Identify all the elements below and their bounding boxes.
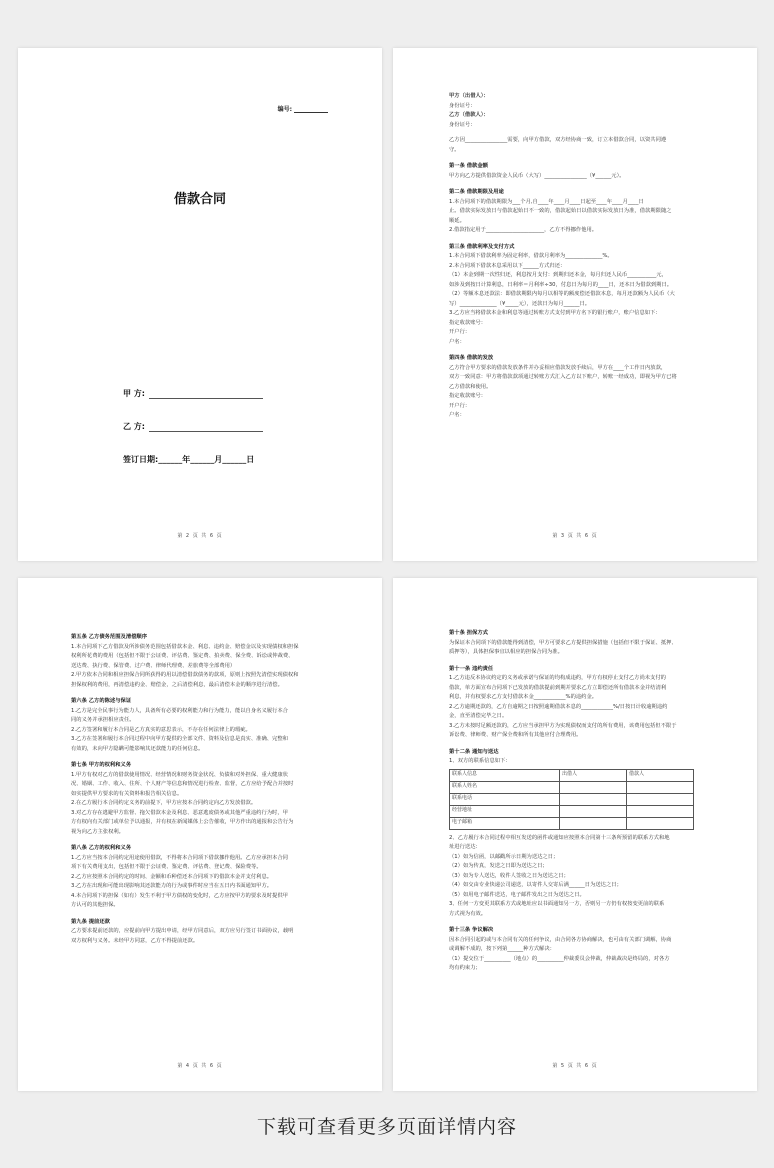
body-line: 2.乙方逾期还款的，乙方自逾期之日按照逾期借款本息的____________%/日按日计收逾期违约 xyxy=(449,703,668,710)
body-line: 权利所花费的费用（包括但不限于公证费、评估费、鉴定费、拍卖费、保全费、诉讼或仲裁费、 xyxy=(71,653,294,659)
body-line: 乙方要求提前还款的，应提前向甲方提出申请，经甲方同意后，双方应另行签订书面协议，载明 xyxy=(71,928,294,934)
body-line: 2.在乙方履行本合同约定义务的前提下，甲方应按本合同约定向乙方发放借款。 xyxy=(71,800,257,806)
page-body xyxy=(71,626,299,946)
body-line: 方式视为有效。 xyxy=(449,910,487,917)
body-line: 为保证本合同项下的借款能得到清偿，甲方可要求乙方提供担保措施（包括但不限于保证、抵押、 xyxy=(449,639,677,646)
table-cell[interactable] xyxy=(560,781,627,793)
body-line: 止。借款实际发放日与借款起始日不一致的，借款起始日以借款实际发放日为准，借款期限随之 xyxy=(449,208,672,214)
contract-page-cover xyxy=(18,48,382,561)
body-line: 或调解不成的，按下列第______种方式解决： xyxy=(449,946,555,952)
section-heading: 第五条 乙方债务范围及清偿顺序 xyxy=(71,634,148,640)
body-line: 2.乙方应按照本合同约定的时间、金额和币种偿还本合同项下的借款本金并支付利息。 xyxy=(71,873,273,880)
body-line: 有效的，未向甲方隐瞒可能影响其还款能力的任何信息。 xyxy=(71,745,204,752)
body-line: 开户行： xyxy=(449,329,471,335)
body-line: 1.乙方应当按本合同约定用途使用借款，不得将本合同项下借款挪作他用。乙方应承担本合同 xyxy=(71,854,288,861)
body-line: 写）______________（¥_____元），还款日为每月______日。 xyxy=(449,300,591,307)
body-line: 1.甲方有权对乙方的借款使用情况、经营情况和财务资金状况、负债和对外担保、重大健康状 xyxy=(71,771,288,778)
body-line: 1.本合同项下乙方借款及所涉债务范围包括借款本金、利息、违约金、赔偿金以及实现债权和担保 xyxy=(71,643,299,650)
body-line: 乙方符合甲方要求的借款发放条件并办妥相应借款发放手续后，甲方在____个工作日内放款， xyxy=(449,364,667,371)
party-b-label: 乙 方: xyxy=(123,422,145,431)
body-line: 3、任何一方变更其联系方式或地址应以书面通知另一方，否则另一方仍有权按变更前的联系 xyxy=(449,901,665,907)
body-line: 址进行送达： xyxy=(449,844,481,850)
body-line: 2.借款指定用于______________________，乙方不得挪作他用。 xyxy=(449,227,598,233)
table-cell: 联系人姓名 xyxy=(450,781,560,793)
body-line: 同的义务并承担相应责任。 xyxy=(71,717,135,723)
body-line: 1、双方的联系信息如下： xyxy=(449,758,511,764)
body-line: 3.对乙方存在逃避甲方监督、拖欠借款本金及利息、恶意逃废债务或其他严重违约行为时，甲 xyxy=(71,809,288,816)
body-line: （5）如用电子邮件送达，电子邮件发出之日为送达之日。 xyxy=(449,891,585,898)
page-body xyxy=(449,92,677,421)
body-line: （2）等额本息还款法：即借款期限内每月以相等的额度偿还借款本息，每月还款额为人民币（大 xyxy=(449,291,675,297)
body-line: 身份证号： xyxy=(449,102,476,109)
body-line: 甲方（出借人）： xyxy=(449,93,489,99)
body-line: 身份证号： xyxy=(449,121,476,128)
section-heading: 第六条 乙方的陈述与保证 xyxy=(71,698,132,704)
party-a-line xyxy=(123,388,263,399)
body-line: 1.本合同项下的借款期限为___个月,自____年____月____日起至____年____月____日 xyxy=(449,198,644,205)
section-heading: 第十三条 争议解决 xyxy=(449,927,494,933)
body-line: 指定收款账号： xyxy=(449,319,487,326)
table-cell[interactable] xyxy=(560,817,627,829)
table-row xyxy=(450,805,694,817)
page-footer: 第 3 页 共 6 页 xyxy=(552,533,598,539)
party-b-line xyxy=(123,421,263,432)
table-cell[interactable] xyxy=(560,805,627,817)
body-line: 如涉及到按日计算利息，日利率＝月利率÷30，付息日为每月的____日，还本日为借款到期日。 xyxy=(449,281,673,288)
body-line: 1.乙方是完全民事行为能力人，具备所有必要的权利能力和行为能力，能以自身名义履行本合 xyxy=(71,707,288,714)
page-footer: 第 2 页 共 6 页 xyxy=(177,533,223,539)
body-line: 借款，单方面宣布合同项下已发放的借款提前到期并要求乙方立即偿还所有借款本金并结清利 xyxy=(449,684,667,691)
table-row xyxy=(450,781,694,793)
table-row xyxy=(450,817,694,829)
section-heading: 第一条 借款金额 xyxy=(449,163,488,169)
body-line: （1）本金到期一次性归还，利息按月支付：到期归还本金，每月归还人民币___________元， xyxy=(449,272,667,278)
body-line: 1.本合同项下借款利率为固定利率，借款月利率为______________%。 xyxy=(449,253,613,259)
contract-page-4 xyxy=(393,578,757,1091)
body-line: 户名： xyxy=(449,412,465,418)
section-heading: 第三条 借款利率及支付方式 xyxy=(449,243,515,250)
body-line: 利息，并有权要求乙方支付借款本金____________%的违约金。 xyxy=(449,694,598,700)
contract-page-3 xyxy=(18,578,382,1091)
contact-info-table xyxy=(449,769,694,830)
body-line: 乙方（借款人）： xyxy=(449,112,489,118)
page-footer: 第 4 页 共 6 页 xyxy=(177,1063,223,1069)
contract-page-2 xyxy=(393,48,757,561)
body-line: （1）提交位于__________（地点）的__________仲裁委员会仲裁，仲裁裁决是终局的，对各方 xyxy=(449,955,670,962)
table-cell[interactable] xyxy=(627,805,694,817)
body-line: 指定收款账号： xyxy=(449,393,487,399)
section-heading: 第十一条 违约责任 xyxy=(449,665,494,672)
body-line: 如实提供甲方要求的有关资料和报告相关信息。 xyxy=(71,790,183,797)
body-line: 2.甲方依本合同和相应担保合同所获得的用以清偿借款债务的款项，原则上按照先清偿实现债权和 xyxy=(71,672,299,678)
body-line: 质押等），具体担保事宜以相应的担保合同为准。 xyxy=(449,649,563,655)
body-line: 2.乙方签署和履行本合同是乙方真实的意思表示，不存在任何法律上的瑕疵。 xyxy=(71,726,251,733)
section-heading: 第十二条 通知与送达 xyxy=(449,748,499,755)
body-line: 3.乙方在出现和可能出现影响其还款能力的行为或事件时应当在五日内书面通知甲方。 xyxy=(71,883,273,889)
serial-number xyxy=(278,104,328,113)
document-title: 借款合同 xyxy=(173,192,226,207)
body-line: 甲方向乙方提供借款资金人民币（大写）________________（¥______元）。 xyxy=(449,172,625,179)
table-cell: 经营地址 xyxy=(450,805,560,817)
body-line: 乙方因________________需要，向甲方借款，双方经协商一致，订立本借款合同，以资共同遵 xyxy=(449,137,667,143)
body-line: （3）如为专人送达，收件人签收之日为送达之日； xyxy=(449,872,569,879)
body-line: 因本合同引起的或与本合同有关的任何争议，由合同各方协商解决，也可由有关部门调解，协商 xyxy=(449,936,672,943)
table-cell[interactable] xyxy=(560,793,627,805)
body-line: 3.乙方未按时足额还款的，乙方应当承担甲方为实现债权而支付的所有费用，该费用包括但不限于 xyxy=(449,722,677,729)
table-cell[interactable] xyxy=(627,817,694,829)
body-line: （4）如交由专业快递公司递送，以寄件人交寄后满______日为送达之日； xyxy=(449,882,622,888)
page-body-bottom xyxy=(449,834,694,974)
body-line: 1.乙方违反本协议约定的义务或承诺与保证的均构成违约，甲方有权停止支付乙方尚未支付的 xyxy=(449,675,666,681)
section-heading: 第七条 甲方的权利和义务 xyxy=(71,762,132,768)
body-line: 4.本合同项下的担保（如有）发生不利于甲方债权的变化时，乙方应按甲方的要求及时提供甲 xyxy=(71,892,288,899)
body-line: 乙方借款和使用。 xyxy=(449,383,492,390)
body-line: 均有约束力； xyxy=(449,965,481,971)
table-row xyxy=(450,793,694,805)
body-line: 开户行： xyxy=(449,402,471,409)
party-a-label: 甲 方: xyxy=(123,389,145,398)
body-line: 金，直至清偿完毕之日。 xyxy=(449,713,508,719)
sign-date-line: 签订日期:______年______月______日 xyxy=(123,455,255,464)
section-heading: 第九条 提前还款 xyxy=(71,918,110,925)
table-cell: 联系电话 xyxy=(450,793,560,805)
section-heading: 第十条 担保方式 xyxy=(449,630,488,636)
body-line: 户名： xyxy=(449,338,465,345)
body-line: 项下有关费用支出，包括但不限于公证费、鉴定费、评估费、登记费、保险费等。 xyxy=(71,864,262,870)
body-line: 双方权利与义务。未经甲方同意，乙方不得提前还款。 xyxy=(71,937,199,944)
page-body-top xyxy=(449,629,694,767)
table-cell[interactable] xyxy=(627,793,694,805)
section-heading: 第八条 乙方的权利和义务 xyxy=(71,845,132,851)
page-footer: 第 5 页 共 6 页 xyxy=(552,1063,598,1069)
table-header-cell: 出借人 xyxy=(560,769,627,781)
table-cell[interactable] xyxy=(627,781,694,793)
body-line: （1）如为信函，以邮戳所示日期为送达之日； xyxy=(449,853,559,860)
page-body xyxy=(449,622,694,974)
table-header-row xyxy=(450,769,694,781)
body-line: （2）如为传真，发送之日即为送达之日； xyxy=(449,863,548,869)
section-heading: 第二条 借款期限及用途 xyxy=(449,189,504,195)
download-caption: 下载可查看更多页面详情内容 xyxy=(256,1116,517,1138)
body-line: 视为向乙方主张权利。 xyxy=(71,828,124,835)
body-line: 诉讼费、律师费、财产保全费和所有其他应付合理费用。 xyxy=(449,732,582,738)
body-line: 方有权向有关部门或单位予以通报，并有权在新闻媒体上公告催收，甲方作出的通报和公告行为 xyxy=(71,819,294,825)
body-line: 担保权利的费用，再清偿违约金、赔偿金，之后清偿利息，最后清偿本金的顺序进行清偿。 xyxy=(71,681,283,688)
body-line: 送达费、执行费、保管费、过户费、律师代理费、差旅费等全部费用） xyxy=(71,662,236,669)
body-line: 2.本合同项下借款本息采用以下______方式归还： xyxy=(449,262,566,269)
table-header-cell: 借款人 xyxy=(627,769,694,781)
body-line: 守。 xyxy=(449,146,460,153)
table-header-cell: 联系人信息 xyxy=(450,769,560,781)
table-cell: 电子邮箱 xyxy=(450,817,560,829)
body-line: 3.乙方应当将借款本金和利息等通过转账方式支付到甲方名下的银行账户，账户信息如下： xyxy=(449,310,661,316)
body-line: 3.乙方在签署和履行本合同过程中向甲方提供的全部文件、资料及信息是真实、准确、完整和 xyxy=(71,736,288,742)
section-heading: 第四条 借款的发放 xyxy=(449,355,494,361)
body-line: 2、乙方履行本合同过程中相互发送的函件或通知应按照本合同第十三条所预留的联系方式和地 xyxy=(449,834,670,841)
body-line: 况、婚姻、工作、收入、住所、个人财产等信息和情况进行检查、监督，乙方应给予配合并按时 xyxy=(71,781,294,787)
body-line: 双方一致同意：甲方将借款款项通过转账方式汇入乙方以下账户，转账一经成功，即视为甲方已将 xyxy=(449,374,677,380)
body-line: 顺延。 xyxy=(449,217,465,224)
serial-label: 编号: xyxy=(277,106,292,113)
body-line: 方认可的其他担保。 xyxy=(71,902,119,908)
